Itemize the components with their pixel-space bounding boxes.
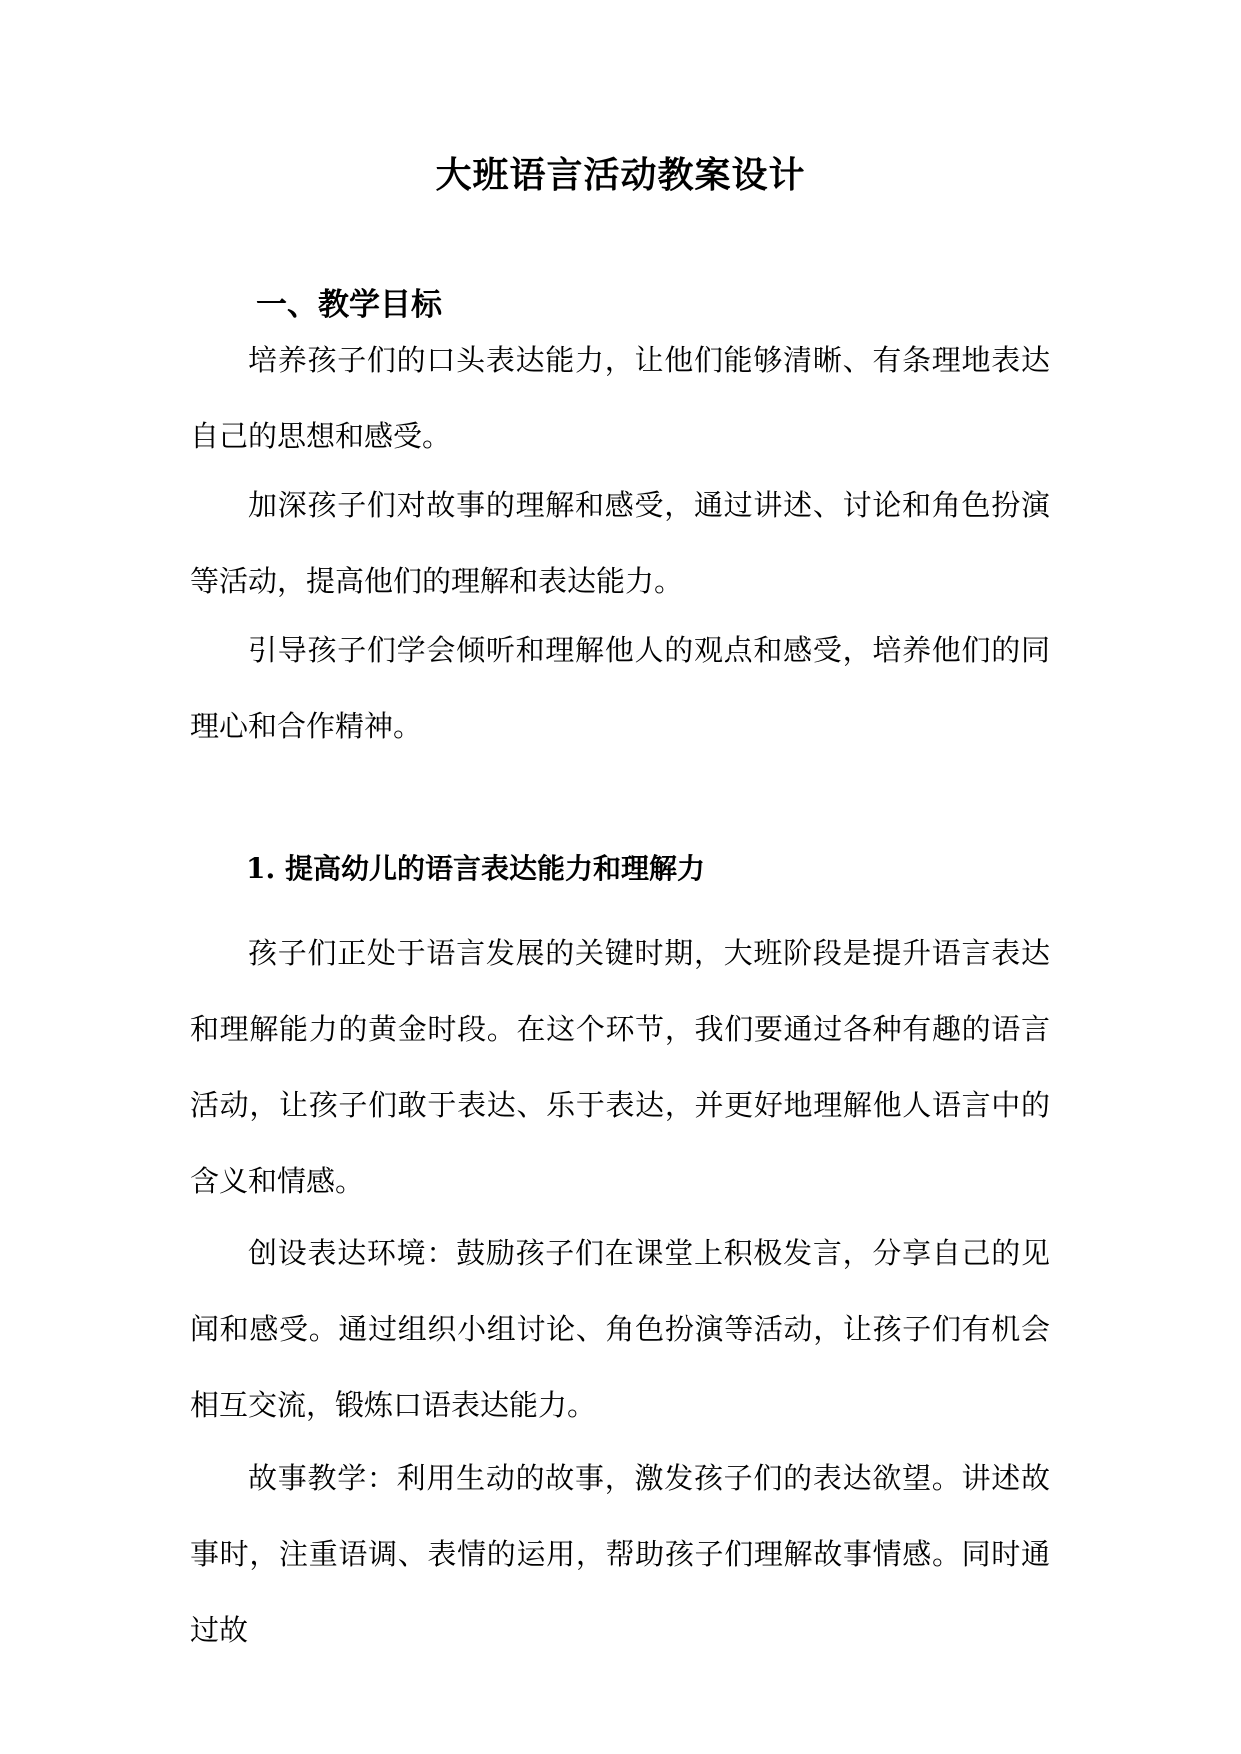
paragraph-sub-3: 故事教学：利用生动的故事，激发孩子们的表达欲望。讲述故事时，注重语调、表情的运用，帮助孩子们理解故事情感。同时通过故 [190,1461,1050,1647]
section-heading-teaching-goals: 一、教学目标 [256,287,442,323]
paragraph-goal-2: 加深孩子们对故事的理解和感受，通过讲述、讨论和角色扮演等活动，提高他们的理解和表达能力。 [190,488,1050,598]
paragraph-sub-2: 创设表达环境：鼓励孩子们在课堂上积极发言，分享自己的见闻和感受。通过组织小组讨论、角色扮演等活动，让孩子们有机会相互交流，锻炼口语表达能力。 [190,1236,1050,1422]
sub-heading-language-ability: 1. 提高幼儿的语言表达能力和理解力 [246,852,705,885]
document-title: 大班语言活动教案设计 [435,154,806,196]
paragraph-goal-1: 培养孩子们的口头表达能力，让他们能够清晰、有条理地表达自己的思想和感受。 [190,343,1050,453]
paragraph-goal-3: 引导孩子们学会倾听和理解他人的观点和感受，培养他们的同理心和合作精神。 [190,633,1050,743]
paragraph-sub-1: 孩子们正处于语言发展的关键时期，大班阶段是提升语言表达和理解能力的黄金时段。在这个环节，我们要通过各种有趣的语言活动，让孩子们敢于表达、乐于表达，并更好地理解他人语言中的含义和情感。 [190,936,1050,1198]
